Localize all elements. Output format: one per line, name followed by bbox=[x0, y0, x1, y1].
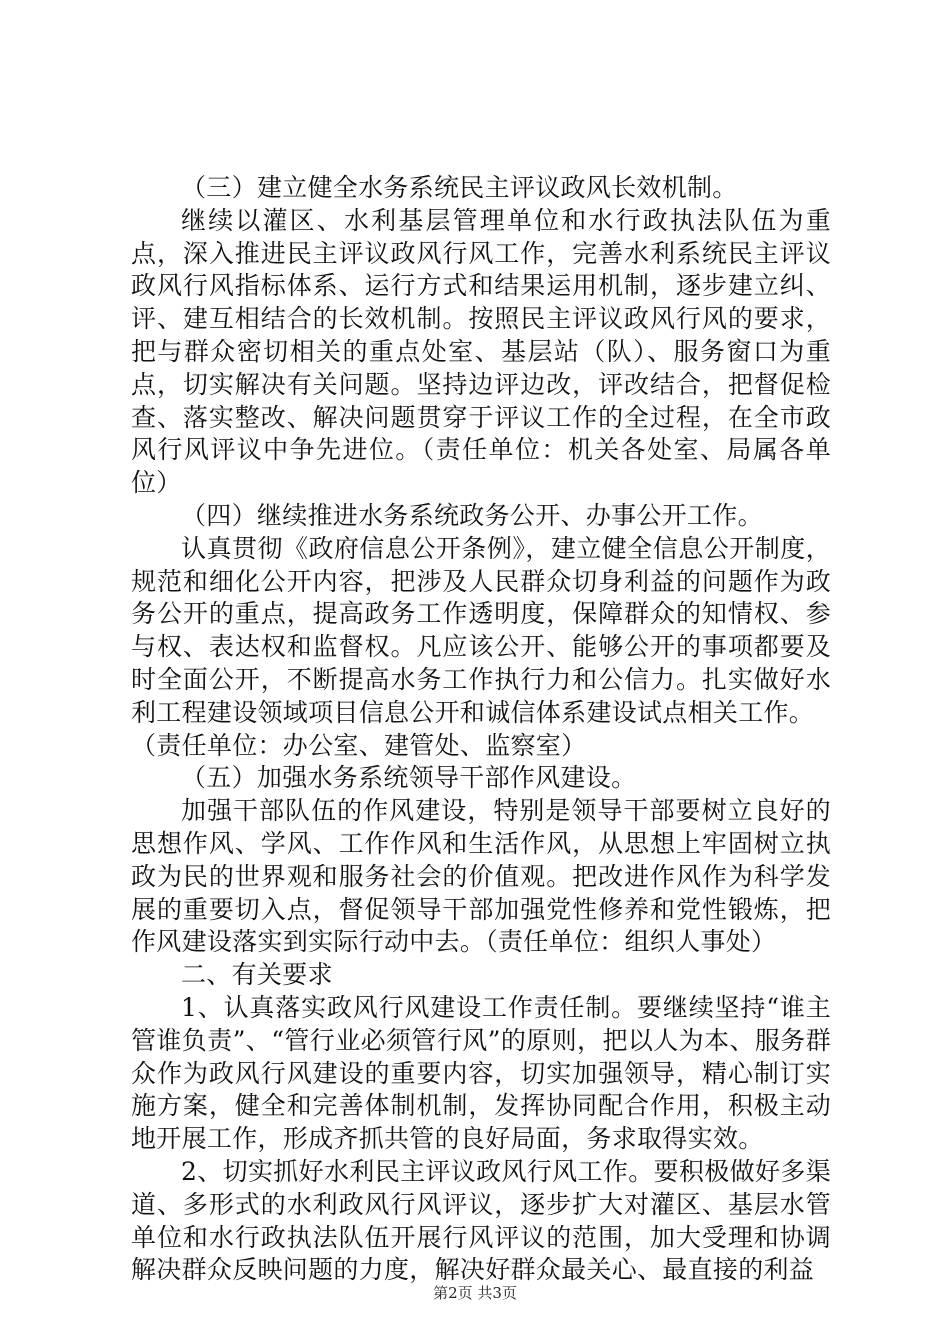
document-body bbox=[131, 172, 831, 1287]
section-heading-5: （五）加强水务系统领导干部作风建设。 bbox=[181, 763, 637, 793]
requirement-item-1: 1、认真落实政风行风建设工作责任制。要继续坚持“谁主管谁负责”、“管行业必须管行风”的原则，把以人为本、服务群众作为政风行风建设的重要内容，切实加强领导，精心制订实施方案，健全和完善体制机制，发挥协同配合作用，积极主动地开展工作，形成齐抓共管的良好局面，务求取得实效。 bbox=[131, 992, 831, 1154]
section-heading-4: （四）继续推进水务系统政务公开、办事公开工作。 bbox=[181, 500, 763, 530]
body-paragraph: 继续以灌区、水利基层管理单位和水行政执法队伍为重点，深入推进民主评议政风行风工作，完善水利系统民主评议政风行风指标体系、运行方式和结果运用机制，逐步建立纠、评、建互相结合的长效机制。按照民主评议政风行风的要求，把与群众密切相关的重点处室、基层站（队）、服务窗口为重点，切实解决有关问题。坚持边评边改，评改结合，把督促检查、落实整改、解决问题贯穿于评议工作的全过程，在全市政风行风评议中争先进位。（责任单位：机关各处室、局属各单位） bbox=[131, 205, 831, 498]
body-paragraph: 认真贯彻《政府信息公开条例》，建立健全信息公开制度，规范和细化公开内容，把涉及人民群众切身利益的问题作为政务公开的重点，提高政务工作透明度，保障群众的知情权、参与权、表达权和监督权。凡应该公开、能够公开的事项都要及时全面公开，不断提高水务工作执行力和公信力。扎实做好水利工程建设领域项目信息公开和诚信体系建设试点相关工作。 bbox=[131, 533, 831, 727]
section-heading-3: （三）建立健全水务系统民主评议政风长效机制。 bbox=[181, 173, 738, 202]
part-heading-2: 二、有关要求 bbox=[181, 960, 333, 990]
page-footer: 第2页 共3页 bbox=[433, 1284, 517, 1302]
responsibility-note: （责任单位：办公室、建管处、监察室） bbox=[131, 730, 587, 760]
body-paragraph: 加强干部队伍的作风建设，特别是领导干部要树立良好的思想作风、学风、工作作风和生活作风，从思想上牢固树立执政为民的世界观和服务社会的价值观。把改进作风作为科学发展的重要切入点，督促领导干部加强党性修养和党性锻炼，把作风建设落实到实际行动中去。（责任单位：组织人事处） bbox=[131, 796, 831, 957]
requirement-item-2: 2、切实抓好水利民主评议政风行风工作。要积极做好多渠道、多形式的水利政风行风评议，逐步扩大对灌区、基层水管单位和水行政执法队伍开展行风评议的范围，加大受理和协调解决群众反映问题的力度，解决好群众最关心、最直接的利益 bbox=[131, 1156, 831, 1285]
